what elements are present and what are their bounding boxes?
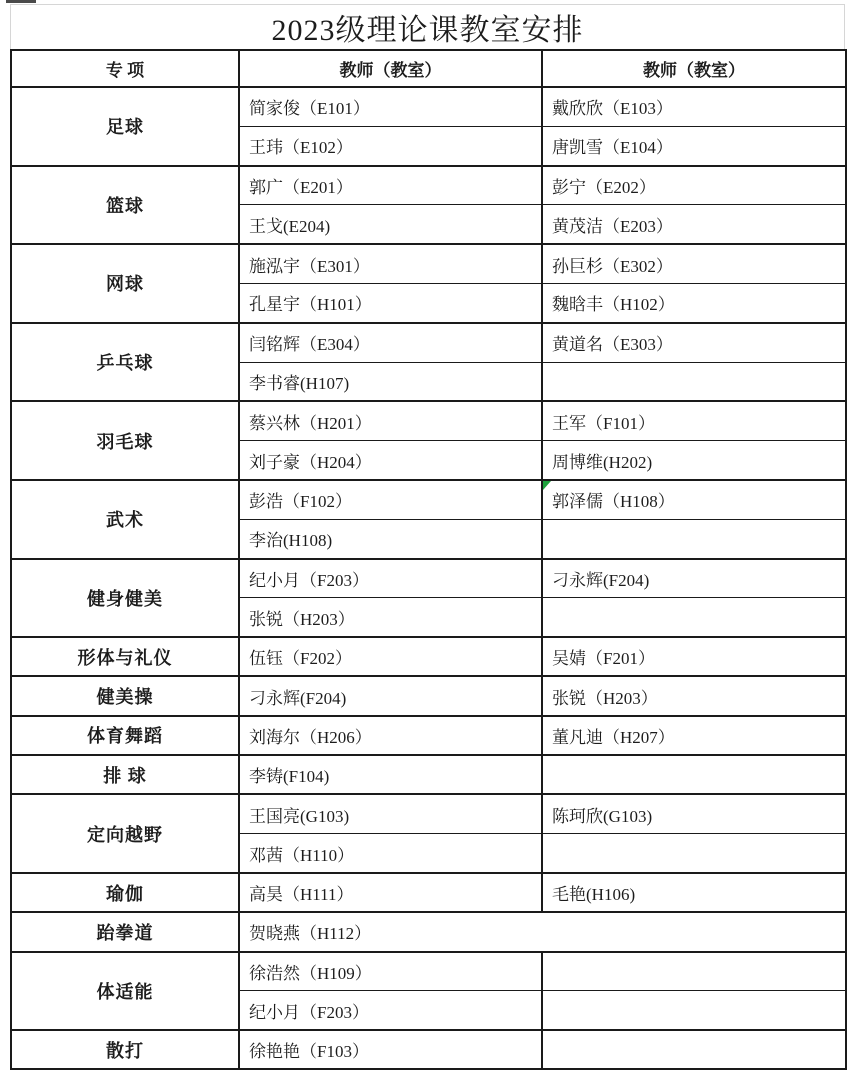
table-row bbox=[11, 166, 846, 205]
teacher-cell-text: 郭泽儒（H108） bbox=[552, 492, 675, 512]
teacher-cell-text: 贺晓燕（H112） bbox=[249, 924, 372, 944]
teacher-cell[interactable] bbox=[239, 283, 542, 322]
table-row bbox=[11, 716, 846, 755]
teacher-cell[interactable] bbox=[542, 598, 846, 637]
teacher-cell[interactable] bbox=[239, 676, 542, 715]
teacher-cell-text: 孙巨杉（E302） bbox=[552, 256, 673, 276]
teacher-cell[interactable] bbox=[239, 559, 542, 598]
table-row bbox=[11, 480, 846, 519]
teacher-cell-text: 黄道名（E303） bbox=[552, 335, 673, 355]
teacher-cell-text: 王军（F101） bbox=[552, 413, 655, 433]
teacher-cell-text: 王国亮(G103) bbox=[249, 806, 350, 826]
teacher-cell[interactable] bbox=[239, 87, 542, 126]
category-cell[interactable]: 乒乓球 bbox=[11, 323, 239, 402]
table-row bbox=[11, 87, 846, 126]
teacher-cell-text: 周博维(H202) bbox=[552, 452, 653, 472]
table-row bbox=[11, 912, 846, 951]
teacher-cell[interactable] bbox=[542, 834, 846, 873]
teacher-cell[interactable] bbox=[542, 401, 846, 440]
category-cell[interactable]: 瑜伽 bbox=[11, 873, 239, 912]
teacher-cell[interactable] bbox=[542, 166, 846, 205]
teacher-cell[interactable] bbox=[239, 362, 542, 401]
teacher-cell-text: 高昊（H111） bbox=[249, 885, 354, 905]
table-row bbox=[11, 952, 846, 991]
teacher-cell[interactable] bbox=[239, 834, 542, 873]
teacher-cell[interactable] bbox=[239, 323, 542, 362]
teacher-cell-text: 纪小月（F203） bbox=[249, 1002, 369, 1022]
category-cell[interactable]: 足球 bbox=[11, 87, 239, 166]
teacher-cell[interactable] bbox=[542, 559, 846, 598]
teacher-cell-text: 陈珂欣(G103) bbox=[552, 806, 653, 826]
teacher-cell[interactable] bbox=[542, 362, 846, 401]
teacher-cell-text: 彭宁（E202） bbox=[552, 177, 656, 197]
table-row bbox=[11, 1030, 846, 1069]
teacher-cell-text: 徐艳艳（F103） bbox=[249, 1042, 369, 1062]
table-row bbox=[11, 755, 846, 794]
teacher-cell[interactable] bbox=[542, 794, 846, 833]
classroom-schedule-table bbox=[10, 49, 847, 1070]
table-row bbox=[11, 794, 846, 833]
teacher-cell-text: 李治(H108) bbox=[249, 531, 333, 551]
teacher-cell[interactable] bbox=[239, 598, 542, 637]
category-cell[interactable]: 体适能 bbox=[11, 952, 239, 1031]
teacher-cell[interactable] bbox=[239, 480, 542, 519]
teacher-cell[interactable] bbox=[239, 991, 542, 1030]
teacher-cell[interactable] bbox=[239, 716, 542, 755]
header-col-teacher-1: 教师（教室） bbox=[239, 50, 542, 87]
teacher-cell-text: 董凡迪（H207） bbox=[552, 727, 675, 747]
teacher-cell[interactable] bbox=[239, 166, 542, 205]
teacher-cell[interactable] bbox=[239, 873, 542, 912]
teacher-cell[interactable] bbox=[542, 676, 846, 715]
teacher-cell-text: 刁永辉(F204) bbox=[552, 570, 650, 590]
teacher-cell[interactable] bbox=[239, 401, 542, 440]
teacher-cell[interactable] bbox=[239, 637, 542, 676]
header-col-teacher-2: 教师（教室） bbox=[542, 50, 846, 87]
teacher-cell[interactable] bbox=[542, 283, 846, 322]
teacher-cell[interactable] bbox=[239, 755, 542, 794]
category-cell[interactable]: 篮球 bbox=[11, 166, 239, 245]
teacher-cell[interactable] bbox=[239, 519, 542, 558]
category-cell[interactable]: 定向越野 bbox=[11, 794, 239, 873]
teacher-cell-text: 刁永辉(F204) bbox=[249, 688, 347, 708]
teacher-cell[interactable] bbox=[542, 519, 846, 558]
header-row bbox=[11, 50, 846, 87]
teacher-cell[interactable] bbox=[542, 441, 846, 480]
comment-marker-icon bbox=[543, 481, 551, 490]
teacher-cell-text: 施泓宇（E301） bbox=[249, 256, 370, 276]
teacher-cell-text: 蔡兴林（H201） bbox=[249, 413, 372, 433]
teacher-cell[interactable] bbox=[542, 244, 846, 283]
category-cell[interactable]: 体育舞蹈 bbox=[11, 716, 239, 755]
teacher-cell[interactable] bbox=[542, 952, 846, 991]
teacher-cell-text: 魏晗丰（H102） bbox=[552, 295, 675, 315]
category-cell[interactable]: 网球 bbox=[11, 244, 239, 323]
teacher-cell[interactable] bbox=[239, 126, 542, 165]
category-cell[interactable]: 健身健美 bbox=[11, 559, 239, 638]
teacher-cell-text: 邓茜（H110） bbox=[249, 845, 355, 865]
teacher-cell-text: 黄茂洁（E203） bbox=[552, 216, 673, 236]
table-row bbox=[11, 401, 846, 440]
teacher-cell-text: 李书睿(H107) bbox=[249, 373, 350, 393]
teacher-cell-text: 郭广（E201） bbox=[249, 177, 353, 197]
category-cell[interactable]: 散打 bbox=[11, 1030, 239, 1069]
category-cell[interactable]: 羽毛球 bbox=[11, 401, 239, 480]
teacher-cell-text: 刘海尔（H206） bbox=[249, 727, 372, 747]
teacher-cell-text: 孔星宇（H101） bbox=[249, 295, 372, 315]
page-title bbox=[10, 4, 845, 49]
teacher-cell-text: 徐浩然（H109） bbox=[249, 963, 372, 983]
page-title-text: 2023级理论课教室安排 bbox=[271, 14, 584, 47]
teacher-cell[interactable] bbox=[542, 126, 846, 165]
teacher-cell-text: 纪小月（F203） bbox=[249, 570, 369, 590]
teacher-cell-text: 刘子豪（H204） bbox=[249, 452, 372, 472]
teacher-cell-text: 戴欣欣（E103） bbox=[552, 99, 673, 119]
table-row bbox=[11, 323, 846, 362]
category-cell[interactable]: 形体与礼仪 bbox=[11, 637, 239, 676]
teacher-cell-text: 王戈(E204) bbox=[249, 216, 331, 236]
teacher-cell[interactable] bbox=[239, 205, 542, 244]
teacher-cell-text: 伍钰（F202） bbox=[249, 649, 352, 669]
table-row bbox=[11, 873, 846, 912]
teacher-cell-text: 闫铭辉（E304） bbox=[249, 335, 370, 355]
teacher-cell[interactable] bbox=[239, 912, 846, 951]
teacher-cell[interactable] bbox=[542, 991, 846, 1030]
teacher-cell-text: 王玮（E102） bbox=[249, 138, 353, 158]
category-cell[interactable]: 跆拳道 bbox=[11, 912, 239, 951]
table-row bbox=[11, 637, 846, 676]
teacher-cell-text: 唐凯雪（E104） bbox=[552, 138, 673, 158]
teacher-cell[interactable] bbox=[239, 1030, 542, 1069]
teacher-cell[interactable] bbox=[542, 323, 846, 362]
teacher-cell[interactable] bbox=[239, 952, 542, 991]
teacher-cell-text: 张锐（H203） bbox=[552, 688, 658, 708]
teacher-cell[interactable] bbox=[542, 480, 846, 519]
teacher-cell[interactable] bbox=[239, 441, 542, 480]
table-row bbox=[11, 559, 846, 598]
teacher-cell[interactable] bbox=[542, 637, 846, 676]
teacher-cell[interactable] bbox=[542, 87, 846, 126]
teacher-cell-text: 李铸(F104) bbox=[249, 767, 330, 787]
teacher-cell-text: 张锐（H203） bbox=[249, 609, 355, 629]
teacher-cell[interactable] bbox=[542, 205, 846, 244]
teacher-cell-text: 毛艳(H106) bbox=[552, 885, 636, 905]
teacher-cell[interactable] bbox=[239, 244, 542, 283]
teacher-cell[interactable] bbox=[542, 716, 846, 755]
category-cell[interactable]: 健美操 bbox=[11, 676, 239, 715]
teacher-cell[interactable] bbox=[542, 1030, 846, 1069]
teacher-cell[interactable] bbox=[239, 794, 542, 833]
teacher-cell[interactable] bbox=[542, 755, 846, 794]
teacher-cell[interactable] bbox=[542, 873, 846, 912]
teacher-cell-text: 吴婧（F201） bbox=[552, 649, 655, 669]
table-row bbox=[11, 676, 846, 715]
teacher-cell-text: 彭浩（F102） bbox=[249, 492, 352, 512]
teacher-cell-text: 简家俊（E101） bbox=[249, 99, 370, 119]
screen-artifact-mark bbox=[6, 0, 36, 3]
header-col-specialty: 专 项 bbox=[11, 50, 239, 87]
category-cell[interactable]: 排 球 bbox=[11, 755, 239, 794]
table-row bbox=[11, 244, 846, 283]
category-cell[interactable]: 武术 bbox=[11, 480, 239, 559]
